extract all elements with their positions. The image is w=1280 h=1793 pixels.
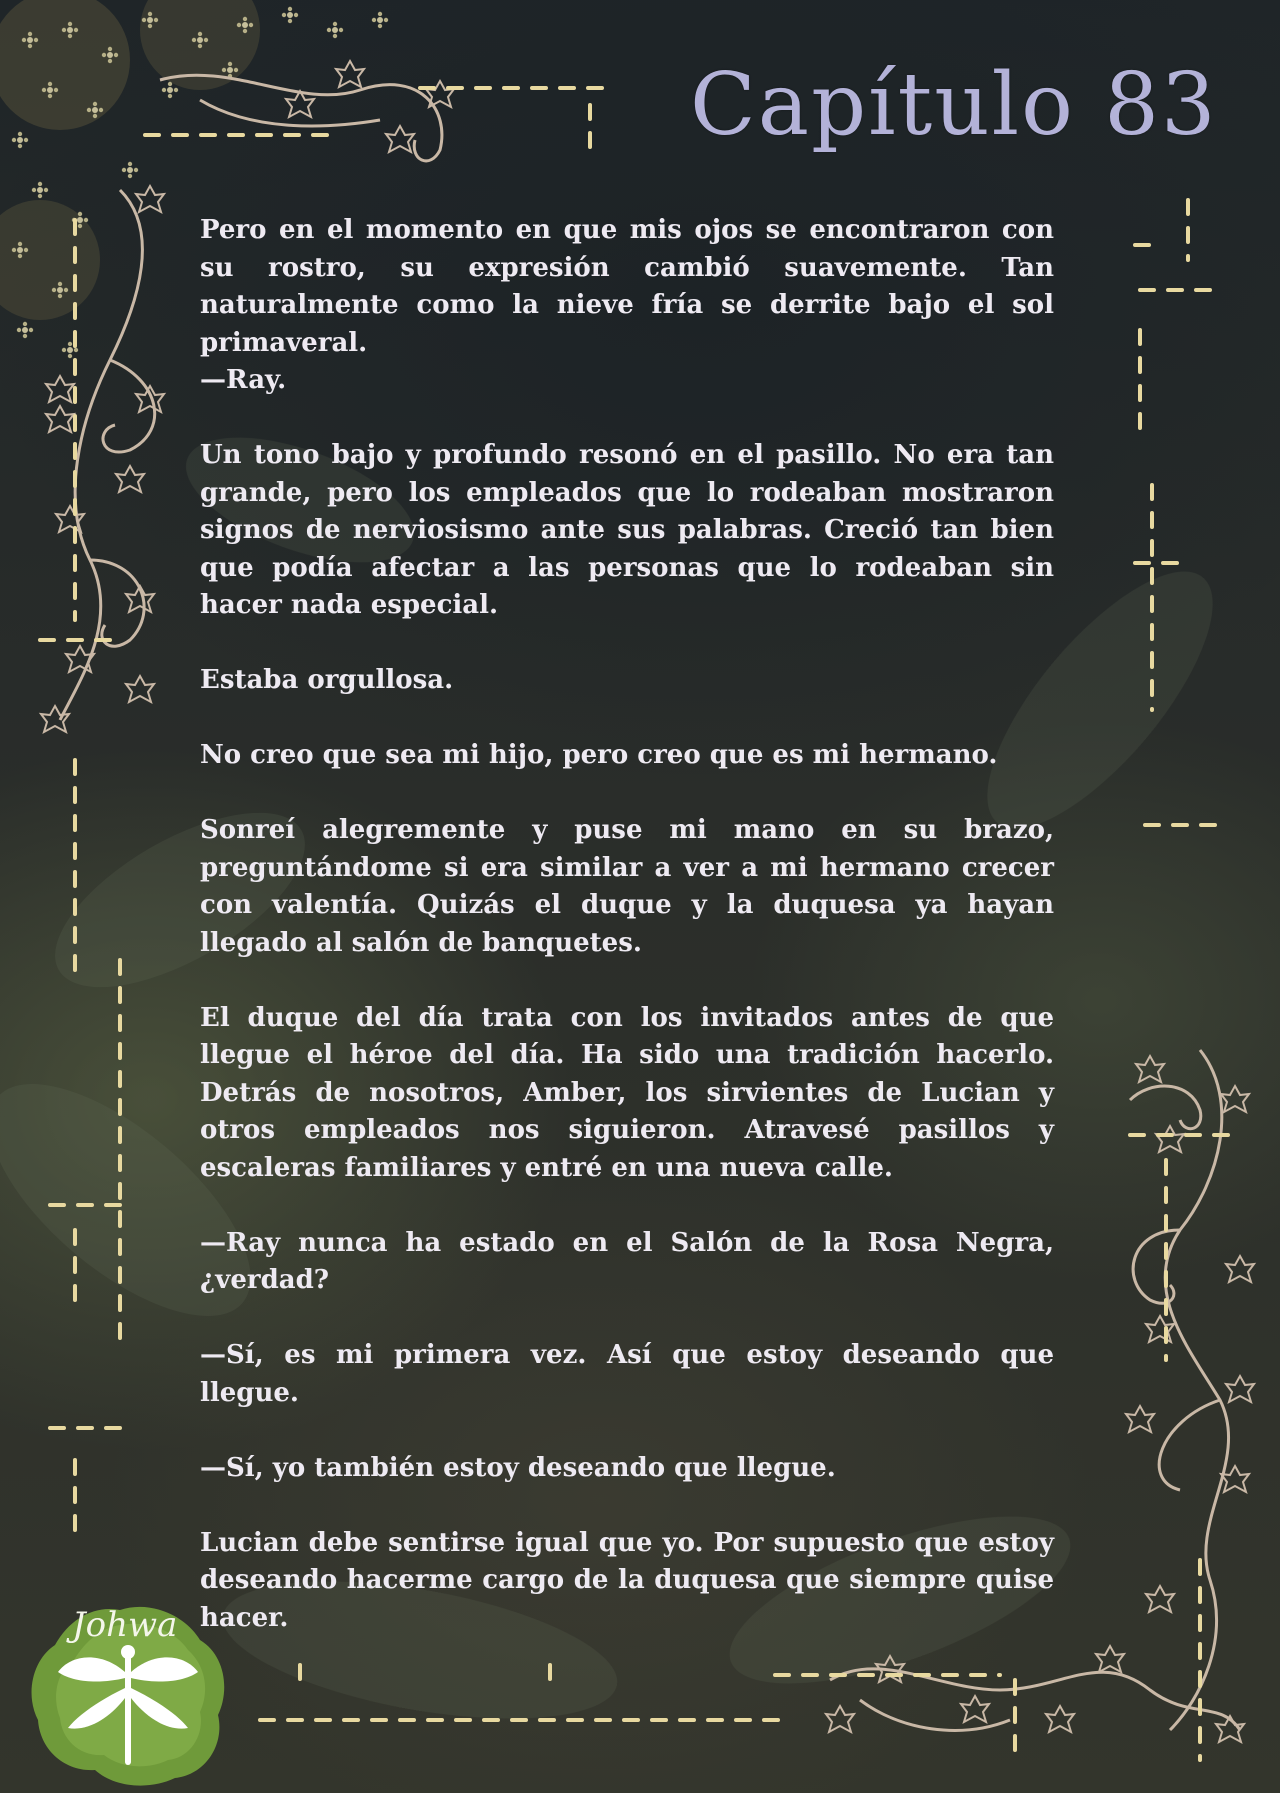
paragraph-line: Pero en el momento en que mis ojos se encontraron con su rostro, su expresión cambió suavemente. Tan naturalmente como la nieve fría se derrite bajo el sol primaveral. [200,215,1054,358]
paragraph: Estaba orgullosa. [200,665,454,695]
paragraph: —Ray nunca ha estado en el Salón de la Rosa Negra, ¿verdad? [200,1227,1054,1295]
chapter-text [200,212,1054,1675]
logo-text: Johwa [72,1605,178,1645]
paragraph: Sonreí alegremente y puse mi mano en su brazo, preguntándome si era similar a ver a mi hermano crecer con valentía. Quizás el duque y la duquesa ya hayan llegado al salón de banquetes. [200,815,1054,958]
chapter-title: Capítulo 83 [690,55,1218,155]
paragraph: —Sí, yo también estoy deseando que llegue. [200,1452,836,1483]
paragraph: Un tono bajo y profundo resonó en el pasillo. No era tan grande, pero los empleados que lo rodeaban mostraron signos de nerviosismo ante sus palabras. Creció tan bien que podía afectar a las personas que lo rodeaban sin hacer nada especial. [200,440,1054,620]
paragraph: El duque del día trata con los invitados antes de que llegue el héroe del día. Ha sido una tradición hacerlo. Detrás de nosotros, Amber, los sirvientes de Lucian y otros empleados nos siguieron. Atravesé pasillos y escaleras familiares y entré en una nueva calle. [200,1002,1054,1183]
paragraph [200,212,1054,400]
paragraph: Lucian debe sentirse igual que yo. Por supuesto que estoy deseando hacerme cargo de la duquesa que siempre quise hacer. [200,1527,1054,1633]
paragraph-line: —Ray. [200,365,287,395]
paragraph: —Sí, es mi primera vez. Así que estoy deseando que llegue. [200,1340,1054,1408]
paragraph: No creo que sea mi hijo, pero creo que es mi hermano. [200,740,998,770]
